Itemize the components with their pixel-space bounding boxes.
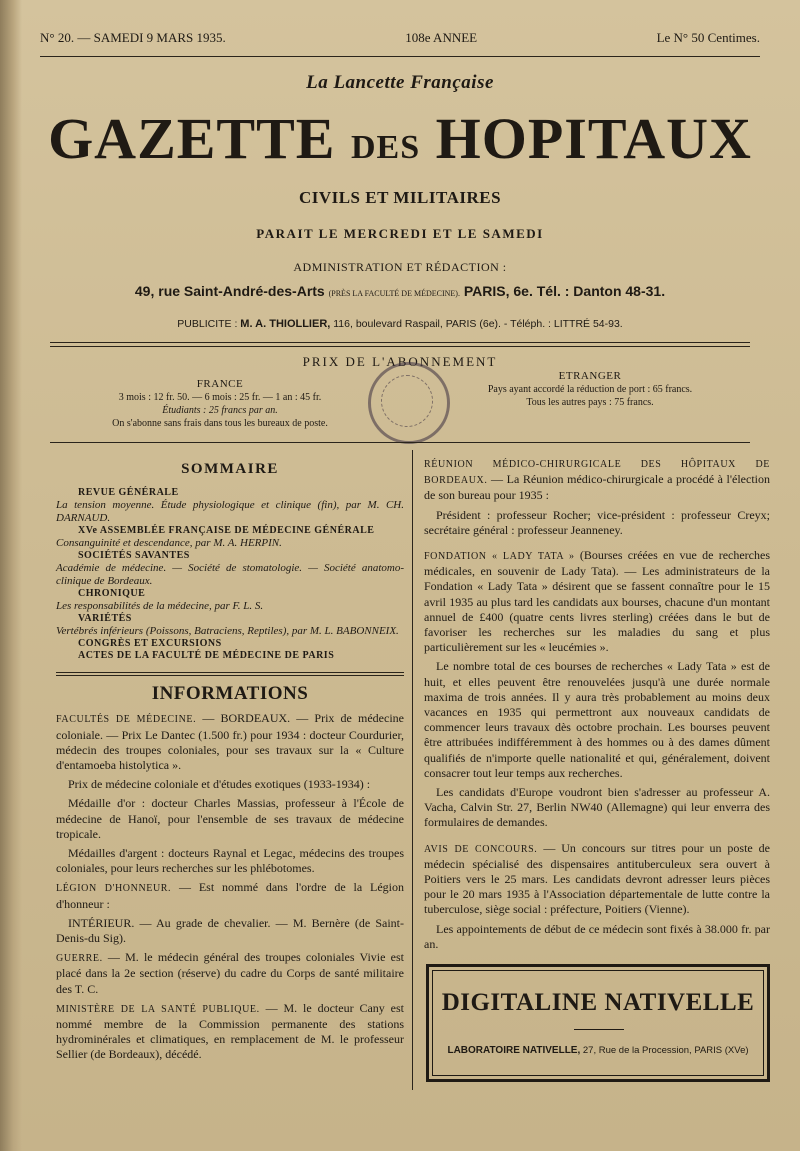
- sommaire-text: Académie de médecine. — Société de stomatologie. — Société anatomo-clinique de Bordeaux.: [56, 562, 404, 588]
- france-line-3: On s'abonne sans frais dans tous les bureaux de poste.: [112, 418, 328, 429]
- info-head: MINISTÈRE DE LA SANTÉ PUBLIQUE.: [56, 1003, 260, 1015]
- right-head: FONDATION « LADY TATA »: [424, 551, 575, 563]
- issue-number: N° 20. — SAMEDI 9 MARS 1935.: [40, 30, 226, 45]
- france-line-1: 3 mois : 12 fr. 50. — 6 mois : 25 fr. — 1 an : 45 fr.: [118, 392, 322, 403]
- right-head: AVIS DE CONCOURS.: [424, 843, 538, 855]
- etranger-head: ETRANGER: [558, 370, 622, 382]
- masthead-subtitle: La Lancette Française: [306, 72, 494, 93]
- advertisement-box: [426, 964, 770, 1082]
- masthead-publicite: [0, 318, 800, 330]
- publicite-label: PUBLICITE :: [177, 318, 238, 330]
- issue-header: [40, 30, 760, 46]
- info-paragraph: [56, 711, 404, 773]
- right-paragraph: [424, 508, 770, 538]
- sommaire-text: Consanguinité et descendance, par M. A. HERPIN.: [56, 537, 282, 550]
- abonnement-france: [60, 378, 380, 430]
- issue-year: 108e ANNEE: [405, 30, 478, 45]
- header-rule: [40, 56, 760, 57]
- right-paragraph: [424, 922, 770, 952]
- right-paragraph: [424, 548, 770, 655]
- info-head: GUERRE.: [56, 953, 103, 965]
- right-paragraph: [424, 659, 770, 781]
- masthead-rule-2: [50, 346, 750, 347]
- ad-title: DIGITALINE NATIVELLE: [441, 989, 755, 1016]
- info-head: LÉGION D'HONNEUR.: [56, 883, 172, 895]
- etranger-line-2: Tous les autres pays : 75 francs.: [526, 397, 654, 408]
- france-head: FRANCE: [196, 378, 244, 390]
- postal-stamp: [368, 362, 450, 444]
- etranger-line-1: Pays ayant accordé la réduction de port : 65 francs.: [487, 384, 693, 395]
- info-text: — M. le médecin général des troupes coloniales Vivie est placé dans la 2e section (réserve) du cadre du Corps de santé militaire des T. C.: [56, 950, 404, 996]
- address-city: PARIS, 6e.: [463, 283, 533, 299]
- sommaire-head: CONGRÈS ET EXCURSIONS: [78, 638, 222, 650]
- abonnement-title: PRIX DE L'ABONNEMENT: [302, 354, 498, 369]
- sommaire-section: [56, 613, 404, 638]
- publicite-name: M. A. THIOLLIER,: [240, 318, 331, 330]
- sommaire-text: La tension moyenne. Étude physiologique et clinique (fin), par M. CH. DARNAUD.: [56, 499, 404, 525]
- info-text: INTÉRIEUR. — Au grade de chevalier. — M. Bernère (de Saint-Denis-du Sig).: [56, 915, 404, 946]
- ad-rule: [574, 1029, 624, 1030]
- right-text: Les candidats d'Europe voudront bien s'adresser au professeur A. Vacha, Calvin Str. 27, Berlin NW40 (Allemagne) qui leur enverra des formulaires de demandes.: [424, 785, 770, 830]
- sommaire-section: [56, 487, 404, 525]
- info-text: — M. le docteur Cany est nommé membre de la Commission permanente des stations hydrominérales et climatiques, en remplacement de M. le professeur Sellier (de Bordeaux), décédé.: [56, 1000, 404, 1062]
- sommaire-text: Vertébrés inférieurs (Poissons, Batraciens, Reptiles), par M. L. BABONNEIX.: [56, 625, 399, 638]
- sommaire-section: [56, 550, 404, 588]
- info-paragraph: [56, 950, 404, 997]
- france-line-2: Étudiants : 25 francs par an.: [162, 405, 278, 416]
- masthead-address: [0, 283, 800, 299]
- info-paragraph: [56, 916, 404, 946]
- left-column: [56, 462, 404, 1067]
- ad-lab-address: 27, Rue de la Procession, PARIS (XVe): [582, 1045, 749, 1056]
- info-text: — BORDEAUX. — Prix de médecine coloniale. — Prix Le Dantec (1.500 fr.) pour 1934 : docteur Courdurier, médecin des troupes coloniales, pour ses travaux sur la « Culture d'entamoeba histolytica ».: [56, 711, 404, 773]
- sommaire-rule: [56, 672, 404, 676]
- masthead-title: [40, 104, 760, 183]
- right-text: (Bourses créées en vue de recherches médicales, en souvenir de Lady Tata). — Les administrateurs de la Fondation « Lady Tata » désirent que se fassent connaître pour le 15 avril 1935 au plus tard les candidats aux bourses, chacune d'un montant annuel de £400 (quatre cents livres sterling) créées dans le but de favoriser les recherches sur les maladies du sang et plus particulièrement sur les « leucémies ».: [424, 548, 770, 655]
- right-text: Le nombre total de ces bourses de recherches « Lady Tata » est de huit, et elles peuvent être renouvelées jusqu'à une durée normale maxima de trois années. Il y aura très probablement au moins deux vacances en 1935 qui permettront aux nouveaux candidats de commencer leurs travaux dès octobre prochain. Les bourses peuvent être attribuées indifféremment à des hommes ou à des dames dûment qualifiés de n'importe quelle nationalité et qui, généralement, doivent consacrer tout leur temps aux recherches.: [424, 659, 770, 780]
- masthead-parait: PARAIT LE MERCREDI ET LE SAMEDI: [256, 226, 544, 241]
- right-paragraph: [424, 841, 770, 918]
- masthead-civils: CIVILS ET MILITAIRES: [298, 188, 502, 207]
- abonnement-rule: [50, 442, 750, 443]
- ad-lab-name: LABORATOIRE NATIVELLE,: [447, 1045, 581, 1056]
- info-paragraph: [56, 846, 404, 876]
- right-text: Les appointements de début de ce médecin sont fixés à 38.000 fr. par an.: [424, 921, 770, 951]
- info-text: Médailles d'argent : docteurs Raynal et Legac, médecins des troupes coloniales, pour leurs recherches sur les phlébotomes.: [56, 846, 404, 876]
- sommaire-head: CHRONIQUE: [78, 588, 146, 600]
- info-text: Prix de médecine coloniale et d'études exotiques (1933-1934) :: [68, 777, 371, 792]
- sommaire-head: REVUE GÉNÉRALE: [78, 487, 179, 499]
- sommaire-section: [56, 650, 404, 662]
- info-paragraph: [56, 777, 404, 792]
- title-hopitaux: HOPITAUX: [435, 106, 752, 171]
- publicite-rest: 116, boulevard Raspail, PARIS (6e). - Téléph. : LITTRÉ 54-93.: [333, 318, 623, 330]
- info-text: Médaille d'or : docteur Charles Massias, professeur à l'École de médecine de Hanoï, pour l'ensemble de ses travaux de médecine tropicale.: [56, 796, 404, 841]
- info-text: — Est nommé dans l'ordre de la Légion d'honneur :: [56, 880, 404, 911]
- right-paragraph: [424, 456, 770, 504]
- sommaire-head: XVe ASSEMBLÉE FRANÇAISE DE MÉDECINE GÉNÉRALE: [78, 525, 375, 537]
- info-paragraph: [56, 880, 404, 911]
- right-text: — Un concours sur titres pour un poste de médecin spécialisé des dispensaires antituberculeux sera ouvert à Poitiers vers le 25 mars. Les candidats devront adresser leurs pièces pour le 20 mars 1935 à l'Association départementale de lutte contre la tuberculose, siège social : préfecture, Poitiers (Vienne).: [424, 840, 770, 917]
- sommaire-head: VARIÉTÉS: [78, 613, 132, 625]
- sommaire-head: SOCIÉTÉS SAVANTES: [78, 550, 190, 562]
- address-street: 49, rue Saint-André-des-Arts: [134, 283, 325, 299]
- sommaire-head: ACTES DE LA FACULTÉ DE MÉDECINE DE PARIS: [78, 650, 335, 662]
- right-text: Président : professeur Rocher; vice-président : professeur Creyx; secrétaire général : professeur Jeanneney.: [424, 507, 770, 537]
- masthead-rule-1: [50, 342, 750, 343]
- info-paragraph: [56, 796, 404, 842]
- title-gazette: GAZETTE: [48, 106, 336, 171]
- sommaire-section: [56, 588, 404, 613]
- masthead-admin: ADMINISTRATION ET RÉDACTION :: [293, 260, 507, 274]
- sommaire-section: [56, 525, 404, 550]
- right-paragraph: [424, 785, 770, 831]
- sommaire-text: Les responsabilités de la médecine, par F. L. S.: [56, 600, 264, 613]
- page-edge-shadow: [0, 0, 22, 1151]
- info-head: FACULTÉS DE MÉDECINE.: [56, 714, 197, 726]
- issue-price: Le N° 50 Centimes.: [656, 30, 760, 45]
- sommaire-title: SOMMAIRE: [181, 461, 279, 477]
- ad-subtitle: [429, 1045, 767, 1056]
- informations-title: INFORMATIONS: [151, 683, 309, 705]
- right-head: RÉUNION MÉDICO-CHIRURGICALE DES HÔPITAUX DE BORDEAUX.: [424, 459, 770, 487]
- info-paragraph: [56, 1001, 404, 1063]
- sommaire-section: [56, 638, 404, 650]
- address-note: (PRÈS LA FACULTÉ DE MÉDECINE).: [328, 289, 460, 298]
- title-des: DES: [351, 129, 421, 166]
- column-divider: [412, 450, 413, 1090]
- right-column: [424, 456, 770, 956]
- right-text: — La Réunion médico-chirurgicale a procédé à l'élection de son bureau pour 1935 :: [424, 472, 770, 503]
- abonnement-etranger: [455, 370, 725, 409]
- address-tel: Tél. : Danton 48-31.: [536, 283, 666, 299]
